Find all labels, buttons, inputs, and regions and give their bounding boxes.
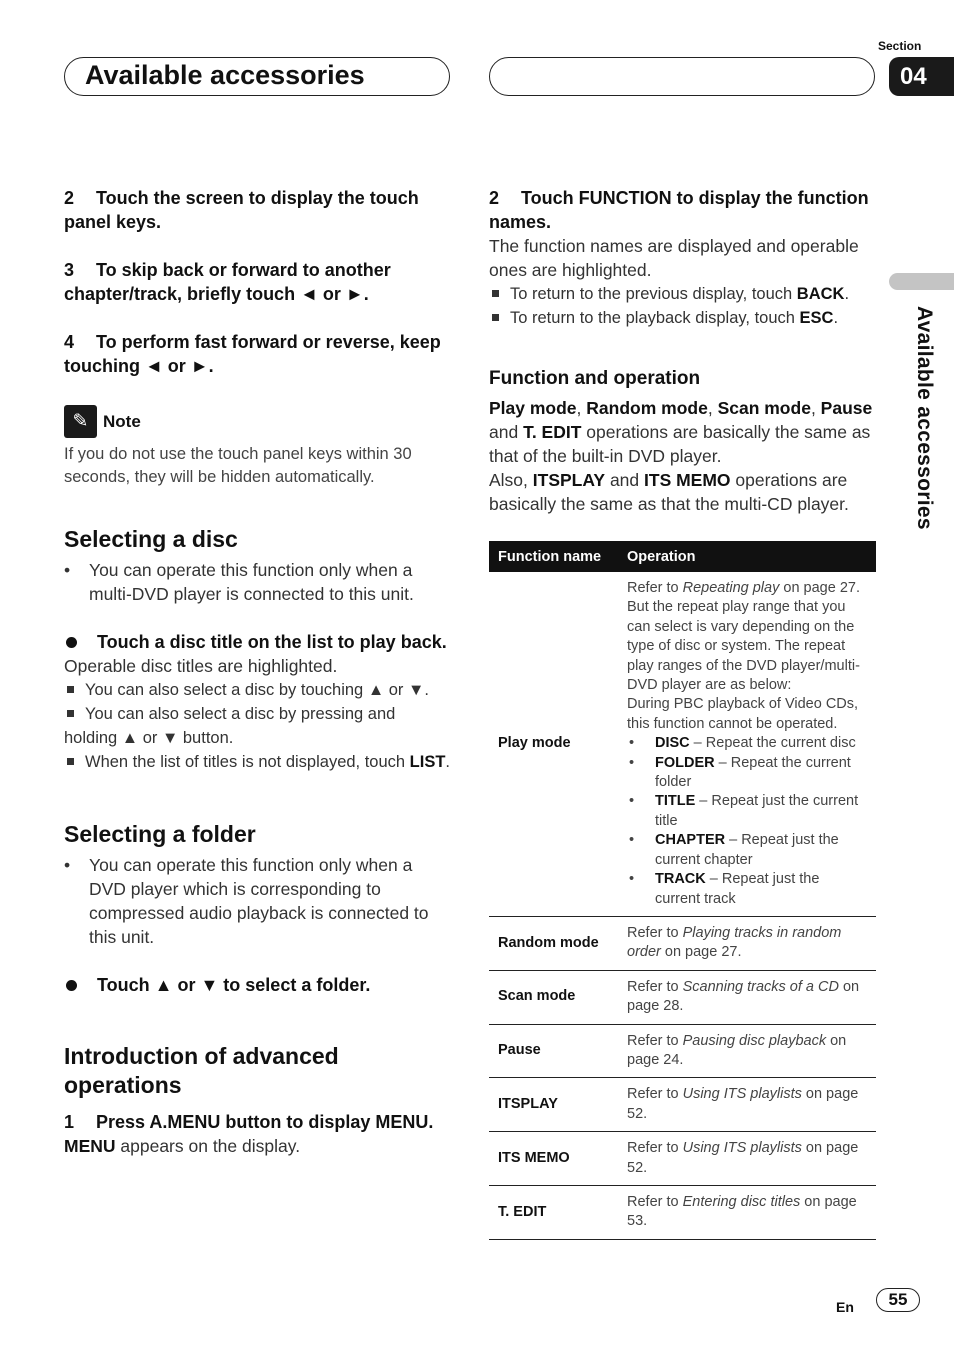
table-header-row: [489, 541, 876, 572]
disc-note-1: You can also select a disc by touching ▲ or ▼.: [64, 678, 452, 702]
function-body: The function names are displayed and operable ones are highlighted.: [489, 236, 859, 280]
page-number: 55: [876, 1288, 920, 1312]
operation-cell: Refer to Using ITS playlists on page 52.: [618, 1078, 876, 1132]
square-bullet-icon: [67, 758, 74, 765]
back-note: To return to the previous display, touch BACK.: [489, 282, 877, 306]
list-item: • DISC – Repeat the current disc: [627, 734, 867, 753]
header-blank-frame: [489, 57, 875, 96]
table-row: [489, 1132, 876, 1186]
table-row: [489, 916, 876, 970]
play-ref: Refer to Repeating play on page 27.: [627, 580, 860, 596]
function-table: [489, 541, 876, 1240]
disc-body: Operable disc titles are highlighted.: [64, 656, 338, 676]
function-operation-p2: Also, ITSPLAY and ITS MEMO operations are basically the same as that the multi-CD player.: [489, 470, 849, 514]
operation-cell: [618, 572, 876, 916]
function-name: ITSPLAY: [489, 1078, 618, 1132]
column-header-operation: Operation: [618, 541, 876, 572]
language-label: En: [836, 1299, 854, 1315]
dot-icon: [66, 637, 77, 648]
function-operation-p1: Play mode, Random mode, Scan mode, Pause and T. EDIT operations are basically the same as that of the built-in DVD player.: [489, 398, 873, 466]
table-row: [489, 1185, 876, 1239]
heading-selecting-folder: Selecting a folder: [64, 821, 256, 847]
dot-icon: [66, 980, 77, 991]
function-name: Random mode: [489, 916, 618, 970]
heading-advanced-operations: Introduction of advanced operations: [64, 1043, 339, 1098]
square-bullet-icon: [67, 710, 74, 717]
function-name: Play mode: [489, 572, 618, 916]
step-2-touch-screen: 2 Touch the screen to display the touch panel keys.: [64, 188, 419, 232]
play-text-1: But the repeat play range that you can select is vary depending on the type of disc or system. The repeat play ranges of the DVD player/multi-DVD player are as below:: [627, 599, 860, 694]
operation-cell: Refer to Playing tracks in random order on page 27.: [618, 916, 876, 970]
list-item: • TITLE – Repeat just the current title: [627, 792, 867, 831]
disc-bullet: • You can operate this function only when a multi-DVD player is connected to this unit.: [64, 560, 414, 604]
disc-note-3: When the list of titles is not displayed, touch LIST.: [64, 750, 452, 774]
square-bullet-icon: [492, 314, 499, 321]
section-label: Section: [878, 39, 922, 53]
heading-selecting-disc: Selecting a disc: [64, 526, 238, 552]
operation-cell: Refer to Scanning tracks of a CD on page 28.: [618, 970, 876, 1024]
section-number-badge: 04: [889, 57, 954, 96]
heading-function-operation: Function and operation: [489, 368, 701, 389]
bullet-icon: •: [64, 560, 71, 580]
table-row: [489, 1078, 876, 1132]
table-row: [489, 1024, 876, 1078]
function-name: T. EDIT: [489, 1185, 618, 1239]
bullet-icon: •: [629, 793, 635, 810]
bullet-icon: •: [629, 871, 635, 888]
list-item: • FOLDER – Repeat the current folder: [627, 754, 867, 793]
list-item: • TRACK – Repeat just the current track: [627, 870, 867, 909]
side-tab-marker: [889, 273, 954, 290]
note-header: [64, 405, 452, 438]
right-column: [489, 186, 877, 1240]
step-3-skip: 3 To skip back or forward to another chapter/track, briefly touch ◄ or ►.: [64, 260, 391, 304]
play-text-2: During PBC playback of Video CDs, this function cannot be operated.: [627, 696, 859, 732]
bullet-icon: •: [629, 735, 635, 752]
note-label: Note: [103, 411, 141, 431]
square-bullet-icon: [492, 290, 499, 297]
note-text: If you do not use the touch panel keys within 30 seconds, they will be hidden automatically.: [64, 445, 412, 486]
disc-step: Touch a disc title on the list to play back.: [64, 630, 452, 654]
step-2-touch-function: 2 Touch FUNCTION to display the function names.: [489, 188, 869, 232]
menu-body: MENU appears on the display.: [64, 1136, 301, 1156]
folder-step: Touch ▲ or ▼ to select a folder.: [64, 973, 452, 997]
disc-note-2: You can also select a disc by pressing and holding ▲ or ▼ button.: [64, 705, 396, 747]
side-section-label: Available accessories: [913, 306, 936, 530]
operation-cell: Refer to Entering disc titles on page 53.: [618, 1185, 876, 1239]
table-row: [489, 970, 876, 1024]
bullet-icon: •: [629, 754, 635, 771]
function-name: Scan mode: [489, 970, 618, 1024]
left-column: [64, 186, 452, 1158]
square-bullet-icon: [67, 686, 74, 693]
bullet-icon: •: [629, 832, 635, 849]
page-title: Available accessories: [85, 60, 365, 90]
list-item: • CHAPTER – Repeat just the current chapter: [627, 831, 867, 870]
esc-note: To return to the playback display, touch ESC.: [489, 306, 877, 330]
step-1-press-amenu: 1 Press A.MENU button to display MENU.: [64, 1112, 434, 1132]
column-header-function: Function name: [489, 541, 618, 572]
pencil-icon: ✎: [64, 405, 97, 438]
function-name: Pause: [489, 1024, 618, 1078]
function-name: ITS MEMO: [489, 1132, 618, 1186]
folder-bullet: • You can operate this function only when a DVD player which is corresponding to compressed audio playback is connected to this unit.: [64, 855, 429, 947]
bullet-icon: •: [64, 855, 71, 875]
operation-cell: Refer to Using ITS playlists on page 52.: [618, 1132, 876, 1186]
step-4-fast-forward: 4 To perform fast forward or reverse, keep touching ◄ or ►.: [64, 332, 441, 376]
table-row-play-mode: [489, 572, 876, 916]
operation-cell: Refer to Pausing disc playback on page 24.: [618, 1024, 876, 1078]
